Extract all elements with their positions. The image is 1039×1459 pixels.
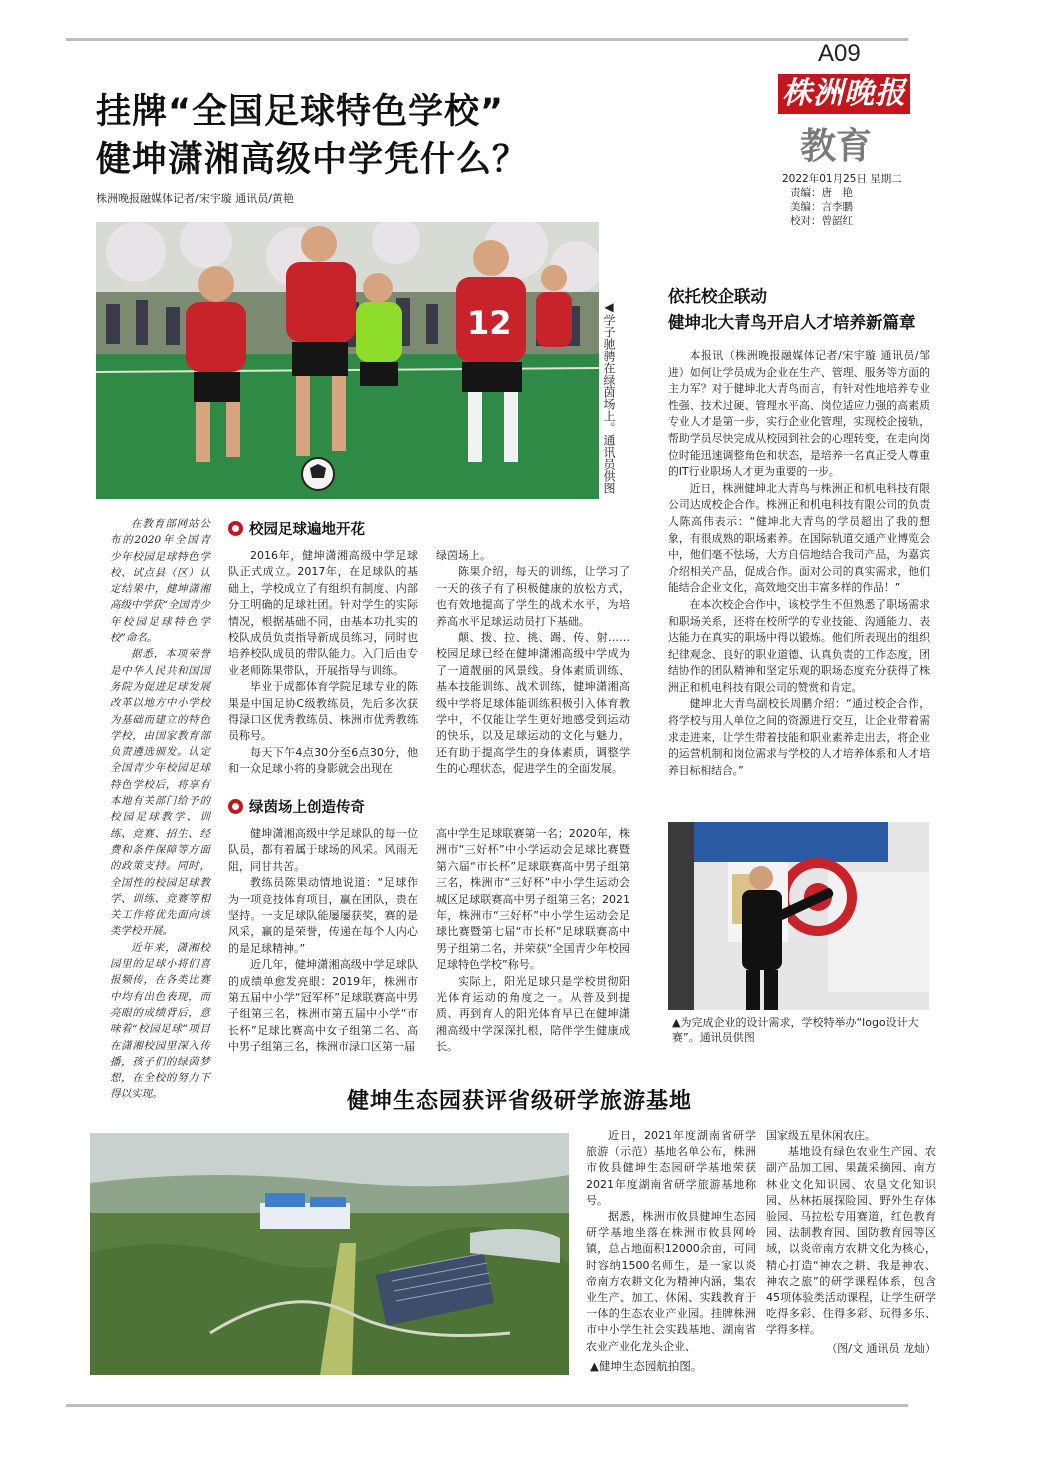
body-paragraph: 本报讯（株洲晚报融媒体记者/宋宇璇 通讯员/邹进）如何让学员成为企业在生产、管理、服务等方面的主力军？对于健坤北大青鸟而言，有针对性地培养专业性强、技术过硬、管理水平高、岗位适应力强的高素质专业人才是第一步，实行企业化管理，实现校企接轨，帮助学员尽快完成从校园到社会的心理转变，在走向岗位时能迅速调整角色和状态，是培养一名真正受人尊重的IT行业职场人才更为重要的一步。	[668, 349, 930, 479]
proofreader-credit: 校对：曾韶红	[790, 215, 853, 227]
bottom-rule	[66, 1404, 908, 1407]
third-headline: 健坤生态园获评省级研学旅游基地	[346, 1089, 692, 1114]
subhead-campus-football	[228, 518, 365, 539]
subhead-green-field-text: 绿茵场上创造传奇	[249, 800, 365, 816]
body-paragraph: 近日，株洲健坤北大青鸟与株洲正和机电科技有限公司达成校企合作。株洲正和机电科技有限公司的负责人陈高伟表示：“健坤北大青鸟的学员超出了我的想象，有很成熟的职场素养。在国际轨道交通产业博览会中，他们毫不怯场，大方自信地结合我司产品，为嘉宾介绍相关产品，促成合作。面对公司的真实需求，他们能结合企业文化，高效地交出丰富多样的作品！”	[668, 481, 930, 595]
second-headline-line2: 健坤北大青鸟开启人才培养新篇章	[668, 313, 916, 332]
second-body	[668, 348, 930, 779]
body-paragraph: 基地设有绿色农业生产园、农副产品加工园、果蔬采摘园、南方林业文化知识园、农垦文化知识园、丛林拓展探险园、野外生存体验园、马拉松专用赛道，红色教育园、法制教育园、国防教育园等区域，以炎帝南方农耕文化为核心，精心打造“神农之耕、我是神农、神农之旅”的研学课程体系，包含45项体验类活动课程，让学生研学吃得多彩、住得多彩、玩得多乐、学得多样。	[766, 1145, 936, 1337]
main-headline-line1: 挂牌“全国足球特色学校”	[96, 92, 505, 132]
body-paragraph: 绿茵场上。	[436, 549, 491, 562]
logo-contest-photo-illustration	[668, 822, 929, 1010]
logo-contest-caption: ▲为完成企业的设计需求，学校特举办“logo设计大赛”。通讯员供图	[672, 1016, 919, 1044]
page-number: A09	[818, 40, 861, 67]
eco-park-caption: ▲健坤生态园航拍图。	[590, 1359, 703, 1373]
jersey-number: 12	[467, 304, 512, 342]
body-paragraph: 实际上，阳光足球只是学校贯彻阳光体育运动的角度之一。从普及到提质、再到育人的阳光体育早已在健坤潇湘高级中学深深扎根，陪伴学生健康成长。	[436, 974, 630, 1054]
body-paragraph: 毕业于成都体育学院足球专业的陈果是中国足协C级教练员，先后多次获得渌口区优秀教练员、株洲市优秀教练员称号。	[228, 680, 418, 743]
football-photo-caption	[600, 300, 616, 494]
bullet-icon	[228, 799, 243, 814]
second-headline	[668, 284, 916, 336]
body-paragraph: 在本次校企合作中，该校学生不但熟悉了职场需求和职场关系，还将在校所学的专业技能、沟通能力、表达能力在真实的职场中得以锻炼。他们所表现出的组织纪律观念、良好的职业道德、认真负责的工作态度，团结协作的团队精神和坚定乐观的职场态度充分获得了株洲正和机电科技有限公司的赞赏和肯定。	[668, 597, 930, 694]
body-paragraph: 每天下午4点30分至6点30分，他和一众足球小将的身影就会出现在	[228, 745, 418, 776]
body-paragraph: 近日，2021年度湖南省研学旅游（示范）基地名单公布，株洲市攸县健坤生态园研学基地荣获2021年度湖南省研学旅游基地称号。	[586, 1129, 756, 1207]
main-byline: 株洲晚报融媒体记者/宋宇璇 通讯员/黄艳	[96, 192, 294, 205]
football-photo-caption-text: 学子驰骋在绿茵场上。通讯员供图	[602, 314, 616, 494]
body-paragraph: 据悉，株洲市攸县健坤生态园研学基地坐落在株洲市攸县网岭镇，总占地面积12000余亩，可同时容纳1500名师生，是一家以炎帝南方农耕文化为精神内涵，集农业生产、加工、休闲、实践教育于一体的生态农业产业园。挂牌株洲市中小学生社会实践基地、湖南省农业产业化龙头企业、	[586, 1210, 756, 1353]
section-title: 教育	[800, 125, 873, 167]
editor-credit: 责编：唐 艳	[790, 187, 853, 199]
eco-park-aerial-illustration	[90, 1133, 569, 1375]
logo-contest-photo	[668, 822, 929, 1010]
body-paragraph: 教练员陈果动情地说道：“足球作为一项竞技体育项目，赢在团队，贵在坚持。一支足球队能屡屡获奖，赛的是风采，赢的是荣誉，传递在每个人内心的是足球精神。”	[228, 876, 418, 955]
bullet-icon	[228, 521, 243, 536]
third-col1	[586, 1128, 756, 1355]
sidebar-paragraph: 近年来，潇湘校园里的足球小将们喜报频传，在各类比赛中均有出色表现，而亮眼的成绩背后，意味着“校园足球”项目在潇湘校园里深入传播，孩子们的绿茵梦想，在全校的努力下得以实现。	[110, 941, 210, 1101]
designer-credit: 美编：言李鹏	[790, 201, 853, 213]
body-paragraph: 近几年，健坤潇湘高级中学足球队的成绩单愈发亮眼：2019年，株洲市第五届中小学“冠军杯”足球联赛高中男子组第三名，株洲市第五届中小学“市长杯”足球比赛高中女子组第二名、高中男子组第三名，株洲市渌口区第一届	[228, 958, 418, 1054]
football-photo-illustration	[96, 222, 599, 499]
masthead-logo: 株洲晚报	[778, 74, 910, 114]
second-headline-line1: 依托校企联动	[668, 287, 767, 306]
issue-date: 2022年01月25日 星期二	[782, 173, 902, 185]
body-paragraph: 国家级五星休闲农庄。	[766, 1129, 876, 1142]
caption-arrow-icon: ◀	[602, 300, 616, 314]
third-col2	[766, 1128, 936, 1357]
main-headline-line2: 健坤潇湘高级中学凭什么？	[96, 140, 529, 180]
body-paragraph: 陈果介绍，每天的训练，让学习了一天的孩子有了积极健康的放松方式，也有效地提高了学生的战术水平，为培养高水平足球运动员打下基础。	[436, 565, 630, 628]
sidebar-paragraph: 据悉，本项荣誉是中华人民共和国国务院为促进足球发展改革以地方中小学校为基础而建立的特色学校，由国家教育部负责遴选颁发。认定全国青少年校园足球特色学校后，将享有本地有关部门给予的校园足球教学、训练、竞赛、招生、经费和条件保障等方面的政策支持。同时，全国性的校园足球教学、训练、竞赛等相关工作将优先面向该类学校开展。	[110, 648, 210, 938]
football-photo	[96, 222, 599, 499]
main-col2-bottom	[436, 826, 630, 1056]
body-paragraph: 颠、拨、拉、挑、踢、传、射……校园足球已经在健坤潇湘高级中学成为了一道靓丽的风景线。身体素质训练、基本技能训练、战术训练，健坤潇湘高级中学将足球体能训练积极引入体育教学中，不仅能让学生更好地感受到运动的快乐，以及足球运动的文化与魅力，还有助于提高学生的身体素质，调整学生的心理状态，促进学生的全面发展。	[436, 631, 630, 776]
body-paragraph: 2016年，健坤潇湘高级中学足球队正式成立。2017年，在足球队的基础上，学校成立了有组织有制度、内部分工明确的足球社团。针对学生的实际情况，根据基础不同，由基本功扎实的校队成员负责指导新成员练习，同时也培养校队成员的带队能力。入门后由专业老师陈果带队，开展指导与训练。	[228, 549, 418, 677]
main-sidebar	[110, 516, 210, 1103]
body-paragraph: 高中学生足球联赛第一名；2020年，株洲市“三好杯”中小学运动会足球比赛暨第六届“市长杯”足球联赛高中男子组第三名，株洲市“三好杯”中小学生运动会城区足球联赛高中男子组第三名；2021年，株洲市“三好杯”中小学生运动会足球比赛暨第七届“市长杯”足球联赛高中男子组第二名，并荣获“全国青少年校园足球特色学校”称号。	[436, 827, 630, 972]
eco-park-aerial-photo	[90, 1133, 569, 1375]
body-paragraph: 健坤潇湘高级中学足球队的每一位队员，都有着属于球场的风采。风雨无阻，同甘共苦。	[228, 827, 418, 873]
subhead-green-field	[228, 796, 365, 817]
issue-meta	[782, 172, 902, 228]
subhead-campus-football-text: 校园足球遍地开花	[249, 522, 365, 538]
body-paragraph: 健坤北大青鸟副校长周鹏介绍：“通过校企合作，将学校与用人单位之间的资源进行交互，让企业带着需求走进来，让学生带着技能和职业素养走出去，将企业的运营机制和岗位需求与学校的人才培养体系和人才培养目标相结合。”	[668, 697, 930, 777]
sidebar-paragraph: 在教育部网站公布的2020年全国青少年校园足球特色学校、试点县（区）认定结果中，健坤潇湘高级中学获“全国青少年校园足球特色学校”命名。	[110, 518, 210, 645]
main-col2-top	[436, 548, 630, 778]
main-col1-top	[228, 548, 418, 778]
main-headline	[96, 88, 528, 184]
main-col1-bottom	[228, 826, 418, 1056]
third-credit: （图/文 通讯员 龙灿）	[826, 1341, 936, 1355]
top-rule	[66, 38, 908, 41]
